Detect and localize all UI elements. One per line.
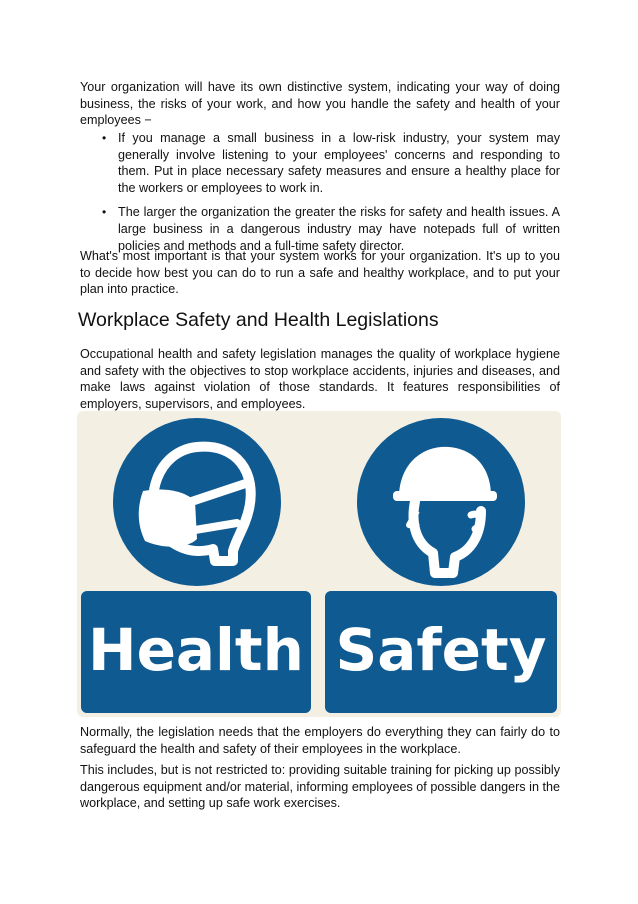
safety-label: Safety <box>335 616 547 684</box>
legislation-paragraph: Occupational health and safety legislation manages the quality of workplace hygiene and safety with the objectives to stop workplace accidents, injuries and diseases, and make laws against violation of those standards. It features responsibilities of employers, supervisors, and employees. <box>80 347 560 411</box>
closing-paragraph: What's most important is that your system works for your organization. It's up to you to decide how best you can do to run a safe and healthy workplace, and to put your plan into practice. <box>80 249 560 297</box>
section-heading: Workplace Safety and Health Legislations <box>78 309 439 331</box>
bullet-icon: • <box>102 205 107 220</box>
bullet-list <box>80 130 560 262</box>
list-item <box>80 130 560 196</box>
face-mask-icon <box>113 418 281 586</box>
includes-paragraph: This includes, but is not restricted to: providing suitable training for picking up possibly dangerous equipment and/or material, informing employees of possible dangers in the workplace, and setting up safe work exercises. <box>80 763 560 811</box>
bullet-text: If you manage a small business in a low-risk industry, your system may generally involve listening to your employees' concerns and responding to them. Put in place necessary safety measures and ensure a healthy place for the workers or employees to work in. <box>118 131 560 195</box>
intro-paragraph: Your organization will have its own distinctive system, indicating your way of doing business, the risks of your work, and how you handle the safety and health of your employees − <box>80 80 560 128</box>
health-safety-signs-image <box>77 411 561 717</box>
bullet-text: The larger the organization the greater the risks for safety and health issues. A large business in a dangerous industry may have notepads full of written policies and methods and a full-time safety director. <box>118 205 560 253</box>
list-item <box>80 204 560 254</box>
health-label: Health <box>88 616 304 684</box>
employer-duty-paragraph: Normally, the legislation needs that the employers do everything they can fairly do to safeguard the health and safety of their employees in the workplace. <box>80 725 560 756</box>
hard-hat-icon <box>357 418 525 586</box>
bullet-icon: • <box>102 131 107 145</box>
